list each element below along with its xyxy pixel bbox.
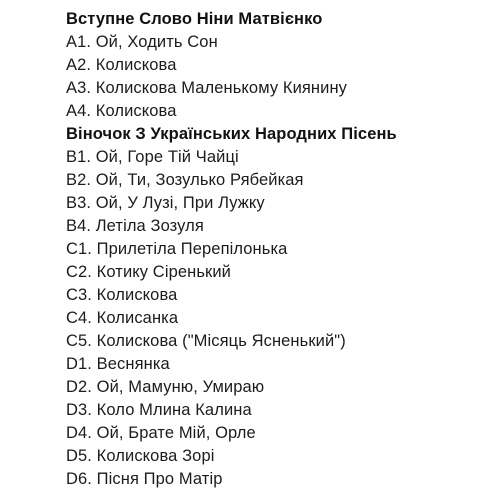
track-d4: D4. Ой, Брате Мій, Орле: [66, 424, 256, 442]
tracklist: [66, 8, 397, 491]
track-b4: B4. Летіла Зозуля: [66, 217, 204, 235]
track-c2: C2. Котику Сіренький: [66, 263, 231, 281]
track-c5: C5. Колискова ("Місяць Ясненький"): [66, 332, 346, 350]
track-a4: A4. Колискова: [66, 102, 177, 120]
track-a2: A2. Колискова: [66, 56, 177, 74]
section-heading-wreath: Віночок З Українських Народних Пісень: [66, 125, 397, 143]
track-b1: B1. Ой, Горе Тій Чайці: [66, 148, 239, 166]
track-d2: D2. Ой, Мамуню, Умираю: [66, 378, 265, 396]
track-a3: A3. Колискова Маленькому Киянину: [66, 79, 348, 97]
section-heading-intro: Вступне Слово Ніни Матвієнко: [66, 10, 323, 28]
track-a1: A1. Ой, Ходить Сон: [66, 33, 218, 51]
track-c1: C1. Прилетіла Перепілонька: [66, 240, 288, 258]
track-b2: B2. Ой, Ти, Зозулько Рябейкая: [66, 171, 304, 189]
track-d3: D3. Коло Млина Калина: [66, 401, 252, 419]
track-b3: B3. Ой, У Лузі, При Лужку: [66, 194, 265, 212]
track-d6: D6. Пісня Про Матір: [66, 470, 223, 488]
track-c4: C4. Колисанка: [66, 309, 179, 327]
track-d5: D5. Колискова Зорі: [66, 447, 215, 465]
track-c3: C3. Колискова: [66, 286, 178, 304]
track-d1: D1. Веснянка: [66, 355, 170, 373]
